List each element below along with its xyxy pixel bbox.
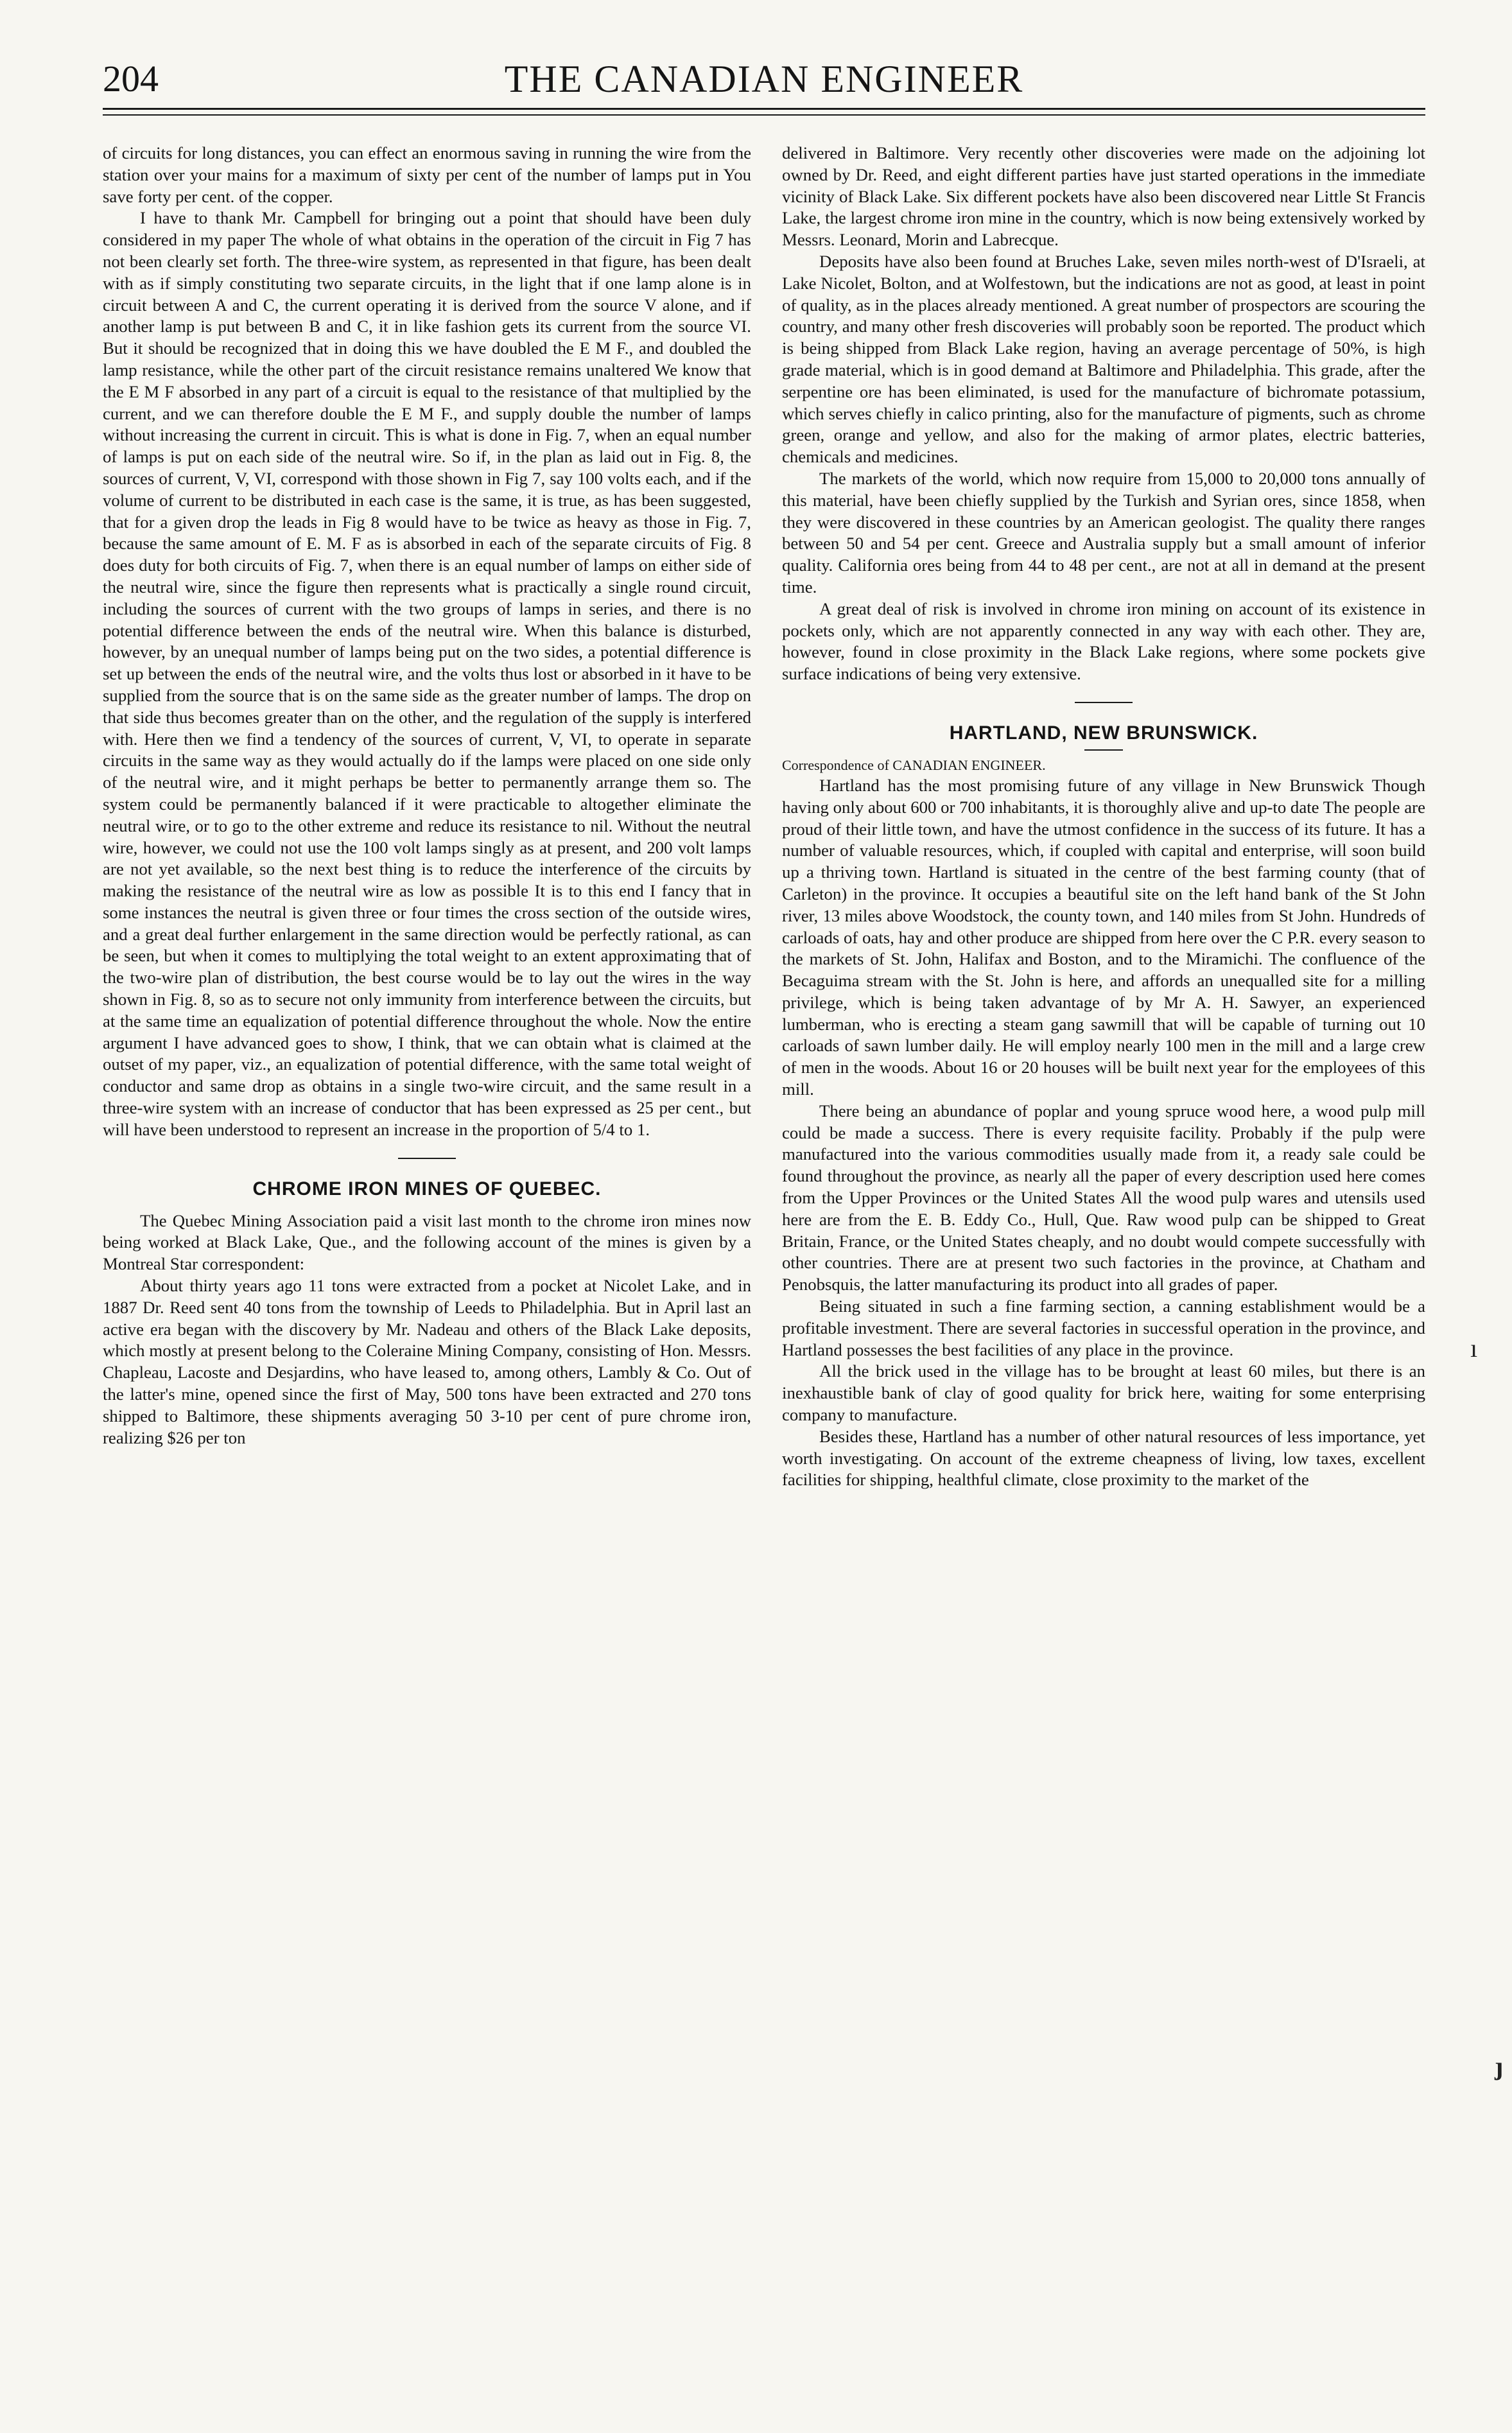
journal-title: THE CANADIAN ENGINEER	[504, 58, 1024, 100]
left-column	[103, 143, 751, 2388]
header-rule-thick	[103, 108, 1425, 110]
paragraph: Being situated in such a fine farming section, a canning establishment would be a profitable investment. There are several factories in successful operation in the province, and Hartland possesses the best facilities of any place in the province.	[782, 1296, 1425, 1359]
correspondence-line: Correspondence of CANADIAN ENGINEER.	[782, 756, 1046, 773]
margin-speck-mark: ı	[1470, 1334, 1478, 1363]
paragraph: There being an abundance of poplar and young spruce wood here, a wood pulp mill could be made a success. There is every requisite facility. Probably if the pulp were manufactured into the various commodities usually made from it, a ready sale could be found throughout the province, as nearly all the paper of every description used here comes from the Upper Provinces or the United States All the wood pulp wares and utensils used here are from the E. B. Eddy Co., Hull, Que. Raw wood pulp can be shipped to Great Britain, France, or the United States cheaply, and no doubt would compete successfully with other countries. There are at present two such factories in the province, at Chatham and Penobsquis, the latter manufacturing its product into all grades of paper.	[782, 1101, 1425, 1295]
paragraph: delivered in Baltimore. Very recently other discoveries were made on the adjoining lot owned by Dr. Reed, and eight different parties have just started operations in the immediate vicinity of Black Lake. Six different pockets have also been discovered near Little St Francis Lake, the largest chrome iron mine in the country, which is now being extensively worked by Messrs. Leonard, Morin and Labrecque.	[782, 143, 1425, 250]
section-divider	[1075, 702, 1133, 703]
page-header	[103, 57, 1425, 114]
paragraph: I have to thank Mr. Campbell for bringing out a point that should have been duly considered in my paper The whole of what obtains in the operation of the circuit in Fig 7 has not been clearly set forth. The three-wire system, as represented in that figure, has been dealt with as if simply constituting two separate circuits, in the light that if one lamp alone is in circuit between A and C, the current operating it is derived from the source V alone, and if another lamp is put between B and C, it in like fashion gets its current from the source VI. But it should be recognized that in doing this we have doubled the E M F., and doubled the lamp resistance, while the other part of the circuit resistance remains unaltered We know that the E M F absorbed in any part of a circuit is equal to the resistance of that multiplied by the current, and we can therefore double the E M F., and supply double the number of lamps without increasing the current in circuit. This is what is done in Fig. 7, when an equal number of lamps is put on each side of the neutral wire. So if, in the plan as laid out in Fig. 8, the sources of current, V, VI, correspond with those shown in Fig 7, say 100 volts each, and if the volume of current to be distributed in each case is the same, it is true, as has been suggested, that for a given drop the leads in Fig 8 would have to be twice as heavy as those in Fig. 7, because the same amount of E. M. F as is absorbed in each of the separate circuits of Fig. 8 does duty for both circuits of Fig. 7, when there is an equal number of lamps on either side of the neutral wire, since the figure then represents what is practically a single round circuit, including the sources of current with the two groups of lamps in series, and there is no potential difference between the ends of the neutral wire. When this balance is disturbed, however, by an unequal number of lamps being put on the two sides, a potential difference is set up between the ends of the neutral wire, and the volts thus lost or absorbed in it have to be supplied from the source that is on the same side as the greater number of lamps. The drop on that side thus becomes greater than on the other, and the regulation of the supply is interfered with. Here then we find a tendency of the sources of current, V, VI, to operate in separate circuits in the same way as they would actually do if the lamps were placed on one side only of the neutral wire, and it might perhaps be better to permanently arrange them so. The system could be permanently balanced if it were practicable to altogether eliminate the neutral wire, or to go to the other extreme and reduce its resistance to nil. Without the neutral wire, however, we could not use the 100 volt lamps singly as at present, and 200 volt lamps are not yet available, so the next best thing is to reduce the interference of the circuits by making the resistance of the neutral wire as low as possible It is to this end I fancy that in some instances the neutral is given three or four times the cross section of the outside wires, and a great deal further enlargement in the same direction would be perfectly rational, as can be seen, but when it comes to multiplying the total weight to an extent approximating that of the two-wire plan of distribution, the best course would be to lay out the wires in the way shown in Fig. 8, so as to secure not only immunity from interference between the circuits, but at the same time an equalization of potential difference throughout the whole. Now the entire argument I have advanced goes to show, I think, that we can obtain what is claimed at the outset of my paper, viz., an equalization of potential difference, with the same total weight of conductor and same drop as obtains in a single two-wire circuit, and the same result in a three-wire system with an increase of conductor that has been expressed as 25 per cent., but will have been understood to represent an increase in the proportion of 5/4 to 1.	[103, 208, 751, 1139]
paragraph: Deposits have also been found at Bruches Lake, seven miles north-west of D'Israeli, at Lake Nicolet, Bolton, and at Wolfestown, but the indications are not as good, at least in point of quality, as in the places already mentioned. A great number of prospectors are scouring the country, and many other fresh discoveries will probably soon be reported. The product which is being shipped from Black Lake region, having an average percentage of 50%, is high grade material, which is in good demand at Baltimore and Philadelphia. This grade, after the serpentine ore has been eliminated, is used for the manufacture of bichromate potassium, which serves chiefly in calico printing, also for the manufacture of pigments, such as chrome green, orange and yellow, and also for the making of armor plates, electric batteries, chemicals and medicines.	[782, 251, 1425, 467]
paragraph: Hartland has the most promising future of any village in New Brunswick Though having only about 600 or 700 inhabitants, it is thoroughly alive and up-to date The people are proud of their little town, and have the utmost confidence in the success of its future. It has a number of valuable resources, which, if coupled with capital and enterprise, will soon build up a thriving town. Hartland is situated in the centre of the best farming county (that of Carleton) in the province. It occupies a beautiful site on the left hand bank of the St John river, 13 miles above Woodstock, the county town, and 140 miles from St John. Hundreds of carloads of oats, hay and other produce are shipped from here over the C P.R. every season to the markets of St. John, Halifax and Boston, and to the Miramichi. The confluence of the Becaguima stream with the St. John is here, and affords an unequalled site for a milling privilege, which is being taken advantage of by Mr A. H. Sawyer, an experienced lumberman, who is erecting a steam gang sawmill that will be capable of turning out 10 carloads of sawn lumber daily. He will employ nearly 100 men in the mill and a large crew of men in the woods. About 16 or 20 houses will be built next year for the employees of this mill.	[782, 775, 1425, 1099]
paragraph: The Quebec Mining Association paid a visit last month to the chrome iron mines now being worked at Black Lake, Que., and the following account of the mines is given by a Montreal Star correspondent:	[103, 1210, 751, 1274]
section-divider	[398, 1158, 456, 1159]
article-heading-hartland: HARTLAND, NEW BRUNSWICK.	[949, 722, 1258, 744]
paragraph: All the brick used in the village has to be brought at least 60 miles, but there is an inexhaustible bank of clay of good quality for brick here, waiting for some enterprising company to manufacture.	[782, 1361, 1425, 1425]
paragraph: A great deal of risk is involved in chrome iron mining on account of its existence in pockets only, which are not apparently connected in any way with each other. They are, however, found in close proximity in the Black Lake regions, where some pockets give surface indications of being very extensive.	[782, 598, 1425, 684]
paragraph: About thirty years ago 11 tons were extracted from a pocket at Nicolet Lake, and in 1887 Dr. Reed sent 40 tons from the township of Leeds to Philadelphia. But in April last an active era began with the discovery by Mr. Nadeau and others of the Black Lake deposits, which mostly at present belong to the Coleraine Mining Company, consisting of Hon. Messrs. Chapleau, Lacoste and Desjardins, who have leased to, among others, Lambly & Co. Out of the latter's mine, opened since the first of May, 500 tons have been extracted and 270 tons shipped to Baltimore, these shipments averaging 50 3-10 per cent of pure chrome iron, realizing $26 per ton	[103, 1276, 751, 1447]
header-rule-thin	[103, 114, 1425, 116]
paragraph: Besides these, Hartland has a number of other natural resources of less importance, yet worth investigating. On account of the extreme cheapness of living, low taxes, excellent facilities for shipping, healthful climate, close proximity to the market of the	[782, 1426, 1425, 1490]
paragraph: The markets of the world, which now require from 15,000 to 20,000 tons annually of this material, have been chiefly supplied by the Turkish and Syrian ores, since 1858, when they were discovered in these countries by an American geologist. The quality there ranges between 50 and 54 per cent. Greece and Australia supply but a small amount of inferior quality. California ores being from 44 to 48 per cent., are not at all in demand at the present time.	[782, 468, 1425, 597]
right-column	[782, 143, 1425, 2388]
page-number: 204	[103, 58, 159, 100]
article-heading-chrome: CHROME IRON MINES OF QUEBEC.	[252, 1178, 602, 1199]
heading-underline	[1084, 749, 1123, 751]
margin-speck-mark: ȷ	[1495, 2052, 1504, 2080]
paragraph: of circuits for long distances, you can effect an enormous saving in running the wire from the station over your mains for a maximum of sixty per cent of the number of lamps put in You save forty per cent. of the copper.	[103, 143, 751, 206]
